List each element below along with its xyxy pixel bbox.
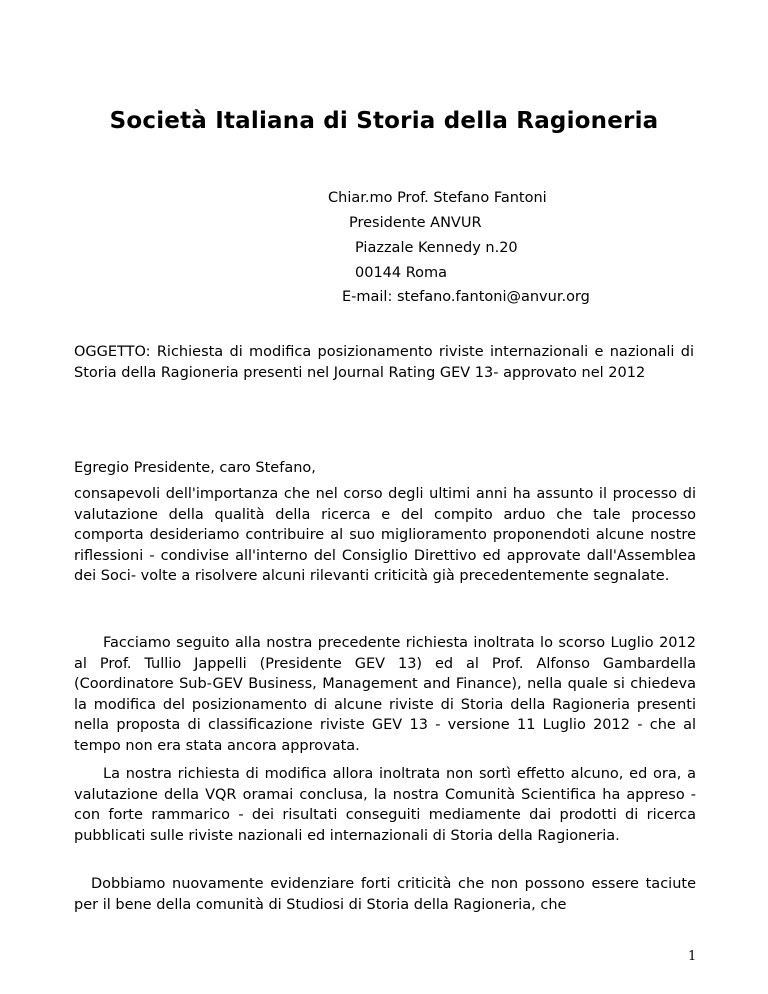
body-paragraph-1: consapevoli dell'importanza che nel corso degli ultimi anni ha assunto il processo di valutazione della qualità della ricerca e del compito arduo che tale processo comporta desideriamo contribuire al suo miglioramento proponendoti alcune nostre riflessioni - condivise all'interno del Consiglio Direttivo ed approvate dall'Assemblea dei Soci- volte a risolvere alcuni rilevanti criticità già precedentemente segnalate. <box>74 486 696 584</box>
recipient-email: E-mail: stefano.fantoni@anvur.org <box>342 289 590 305</box>
recipient-name: Chiar.mo Prof. Stefano Fantoni <box>328 190 547 206</box>
recipient-street: Piazzale Kennedy n.20 <box>355 240 518 256</box>
recipient-city: 00144 Roma <box>355 265 448 281</box>
body-paragraph-3: La nostra richiesta di modifica allora inoltrata non sortì effetto alcuno, ed ora, a valutazione della VQR oramai conclusa, la nostra Comunità Scientifica ha appreso - con forte rammarico - dei risultati conseguiti mediamente dai prodotti di ricerca pubblicati sulle riviste nazionali ed internazionali di Storia della Ragioneria. <box>74 766 696 844</box>
page-number: 1 <box>688 949 697 964</box>
document-title: Società Italiana di Storia della Ragioneria <box>109 108 659 134</box>
recipient-role: Presidente ANVUR <box>349 215 482 231</box>
subject-line: OGGETTO: Richiesta di modifica posizionamento riviste internazionali e nazionali di Storia della Ragioneria presenti nel Journal Rating GEV 13- approvato nel 2012 <box>74 344 694 381</box>
salutation: Egregio Presidente, caro Stefano, <box>74 460 316 476</box>
body-paragraph-2: Facciamo seguito alla nostra precedente richiesta inoltrata lo scorso Luglio 2012 al Prof. Tullio Jappelli (Presidente GEV 13) ed al Prof. Alfonso Gambardella (Coordinatore Sub-GEV Business, Management and Finance), nella quale si chiedeva la modifica del posizionamento di alcune riviste di Storia della Ragioneria presenti nella proposta di classificazione riviste GEV 13 - versione 11 Luglio 2012 - che al tempo non era stata ancora approvata. <box>74 635 696 754</box>
body-paragraph-4: Dobbiamo nuovamente evidenziare forti criticità che non possono essere taciute per il bene della comunità di Studiosi di Storia della Ragioneria, che <box>74 876 696 913</box>
